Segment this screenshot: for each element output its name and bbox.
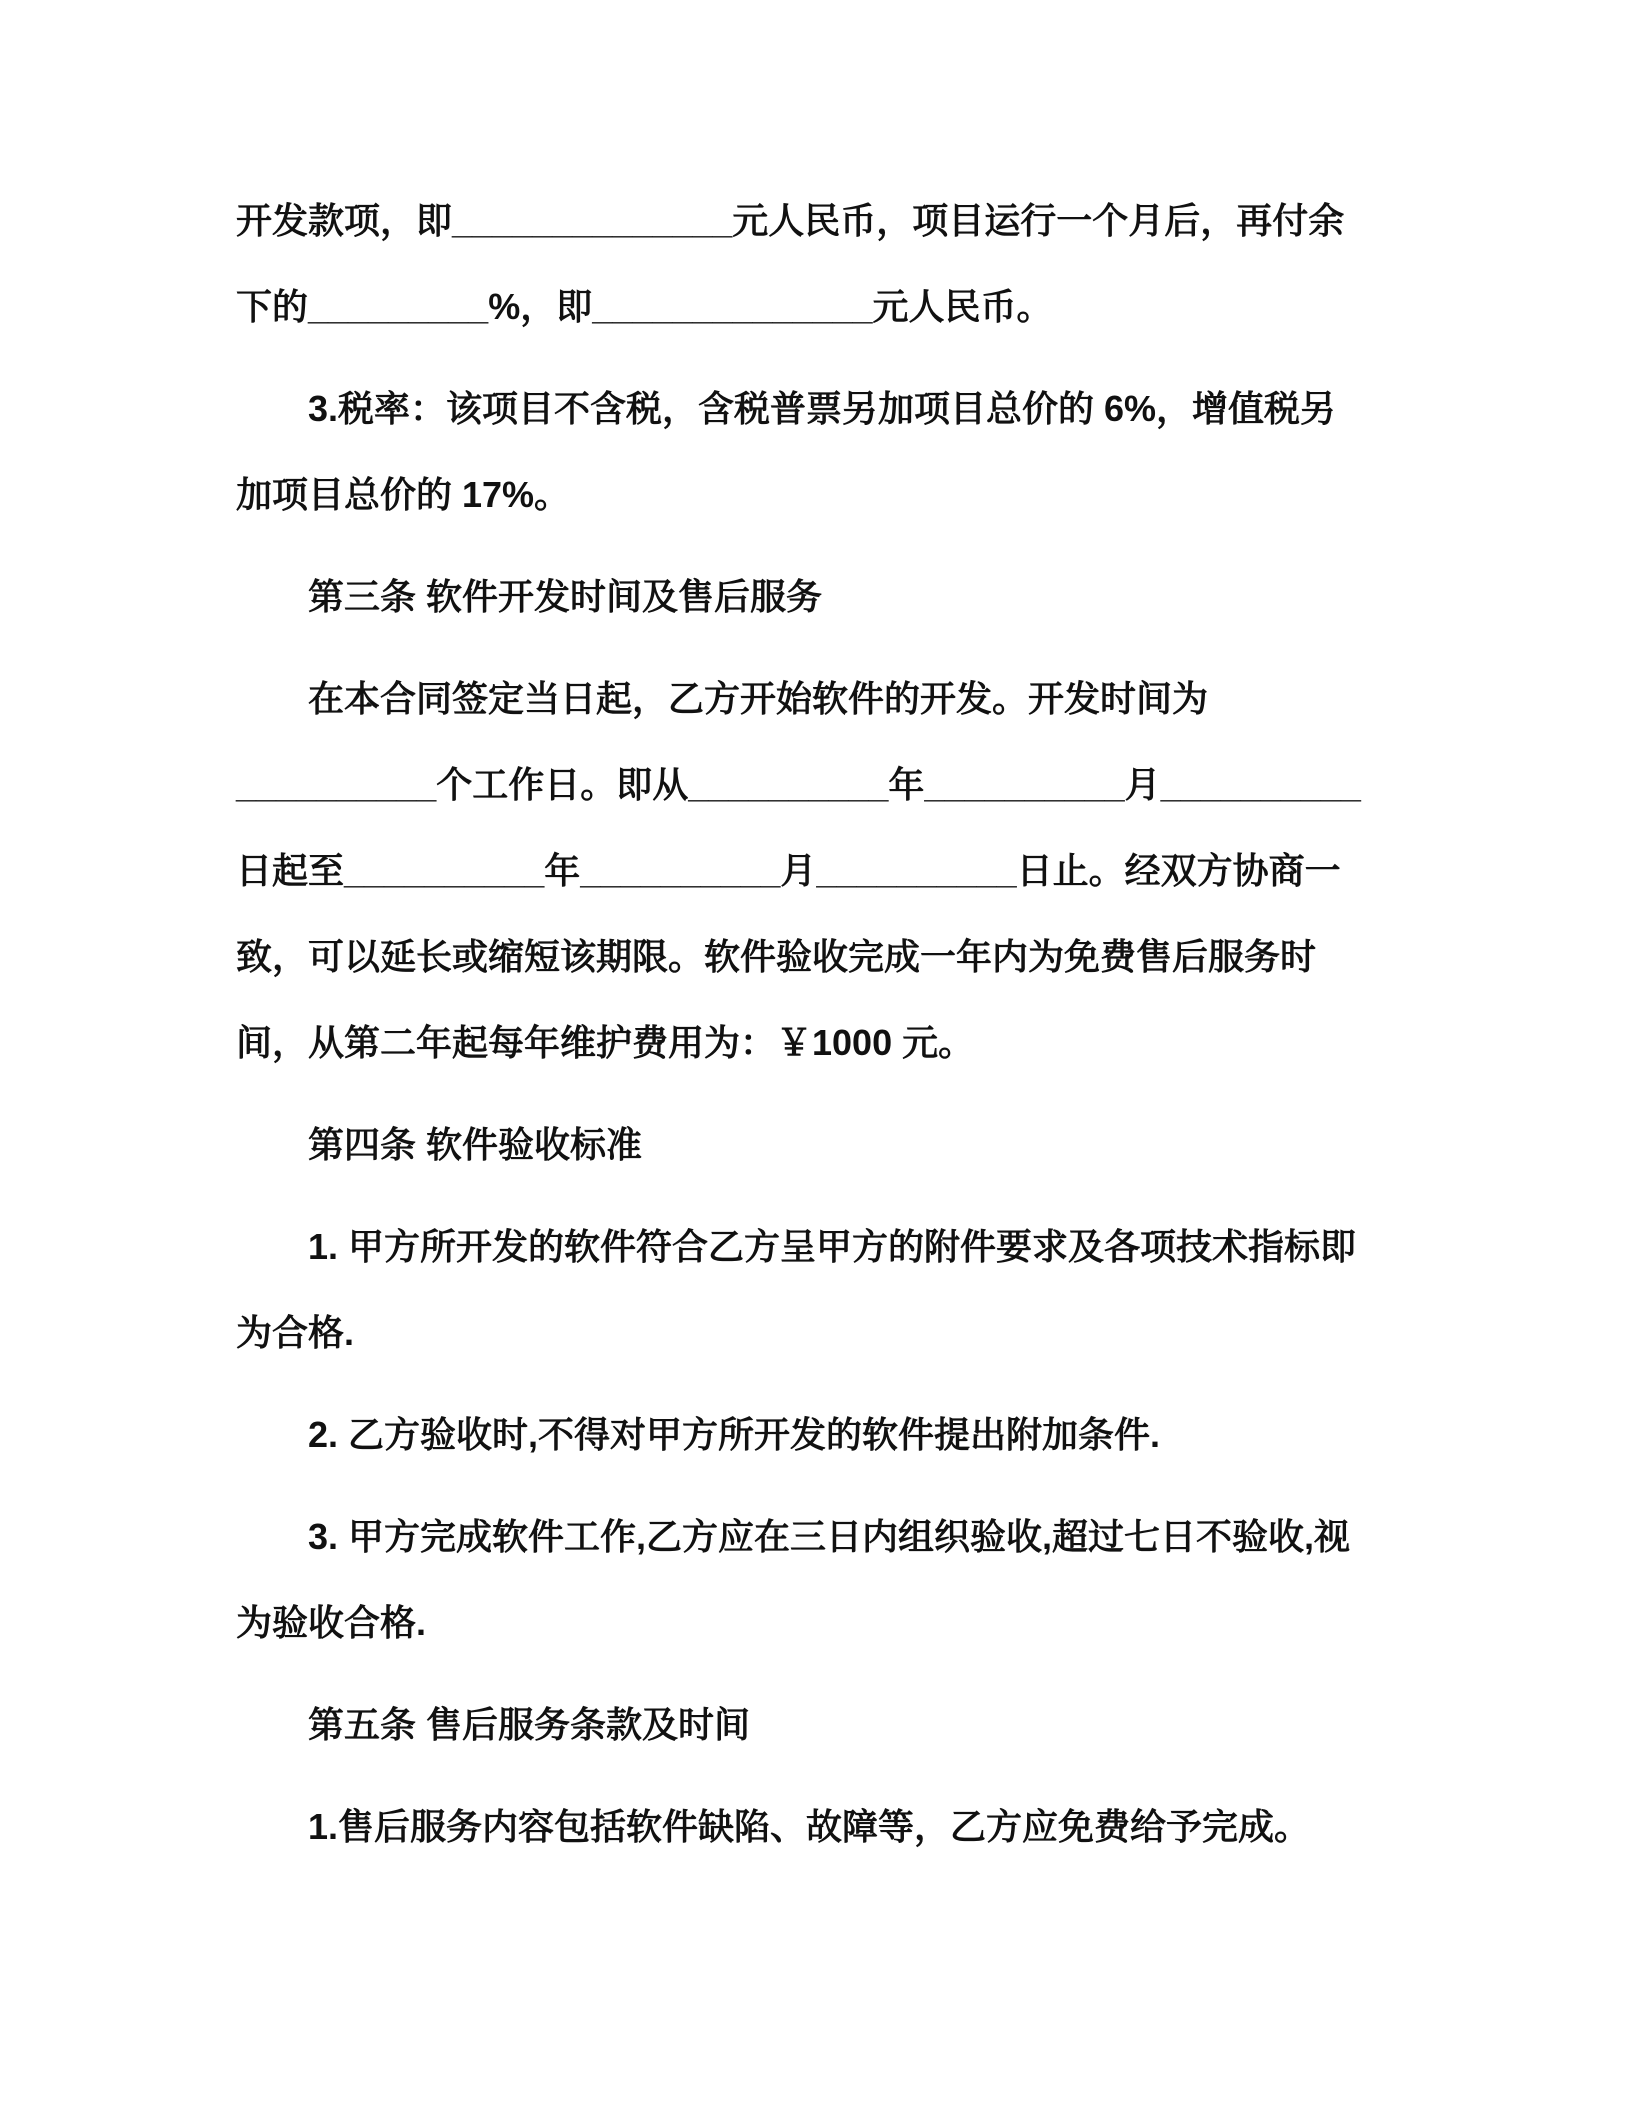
contract-paragraph-payment-continued: 开发款项，即______________元人民币，项目运行一个月后，再付余下的_________%，即______________元人民币。 — [236, 200, 1345, 327]
section-heading-article-5: 第五条 售后服务条款及时间 — [308, 1704, 751, 1745]
section-heading-article-4: 第四条 软件验收标准 — [308, 1124, 643, 1165]
contract-paragraph-acceptance-item-2: 2. 乙方验收时,不得对甲方所开发的软件提出附加条件. — [308, 1414, 1161, 1455]
section-heading-article-3: 第三条 软件开发时间及售后服务 — [308, 576, 823, 617]
contract-paragraph-acceptance-item-3: 3. 甲方完成软件工作,乙方应在三日内组织验收,超过七日不验收,视为验收合格. — [236, 1516, 1351, 1643]
contract-paragraph-development-time: 在本合同签定当日起，乙方开始软件的开发。开发时间为__________个工作日。即从__________年__________月__________日起至__________年__________月__________日止。经双方协商一致，可以延长或缩短该期限。软件验收完成一年内为免费售后服务时间，从第二年起每年维护费用为：￥1000 元。 — [236, 678, 1361, 1063]
contract-paragraph-acceptance-item-1: 1. 甲方所开发的软件符合乙方呈甲方的附件要求及各项技术指标即为合格. — [236, 1226, 1357, 1353]
contract-paragraph-aftersale-item-1: 1.售后服务内容包括软件缺陷、故障等，乙方应免费给予完成。 — [308, 1806, 1311, 1847]
contract-paragraph-tax-rate: 3.税率：该项目不含税，含税普票另加项目总价的 6%，增值税另加项目总价的 17%。 — [236, 388, 1337, 515]
